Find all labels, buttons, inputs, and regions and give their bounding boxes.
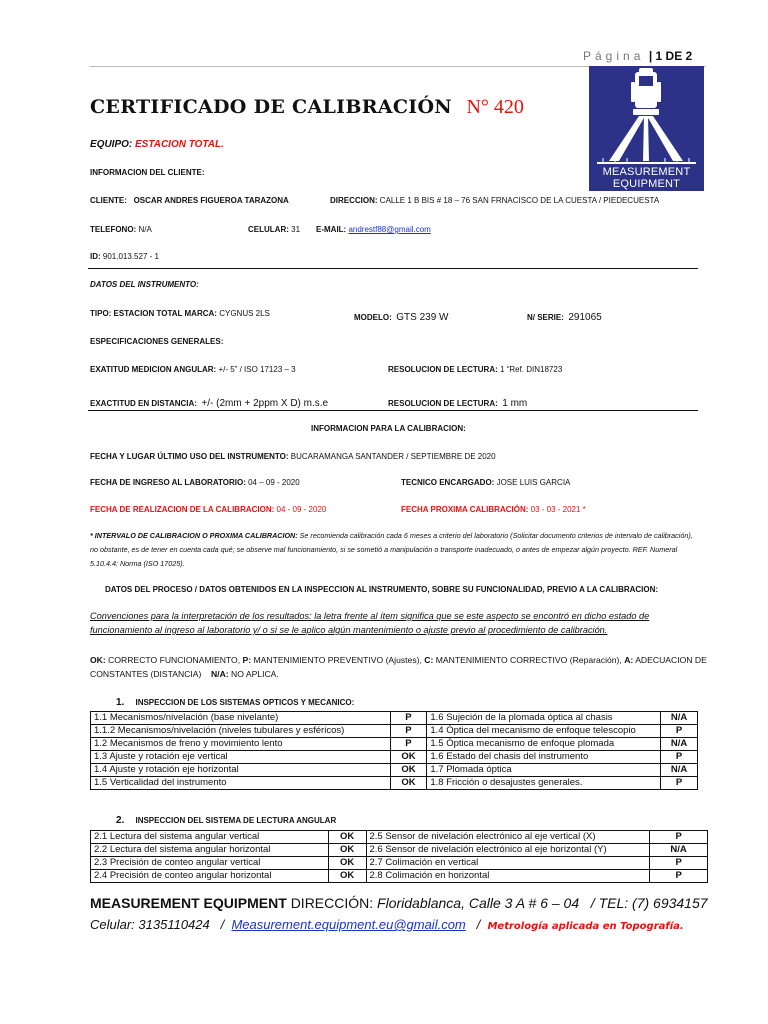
table-row <box>91 712 698 725</box>
address-value: CALLE 1 B BIS # 18 – 76 SAN FRNACISCO DE LA CUESTA / PIEDECUESTA <box>379 196 660 205</box>
status-legend <box>90 653 710 681</box>
email-link[interactable]: andrestf88@gmail.com <box>348 225 431 234</box>
legend-text-c: MANTENIMIENTO CORRECTIVO (Reparación), <box>435 655 622 665</box>
angular-accuracy-row <box>90 365 296 374</box>
item-label: 1.4 Ajuste y rotación eje horizontal <box>91 764 391 777</box>
technician-value: JOSE LUIS GARCIA <box>496 478 571 487</box>
item-status: P <box>650 870 708 883</box>
item-label: 1.1.2 Mecanismos/nivelación (niveles tubulares y esféricos) <box>91 725 391 738</box>
calibration-date-label: FECHA DE REALIZACION DE LA CALIBRACION: <box>90 505 275 514</box>
id-value: 901.013.527 - 1 <box>102 252 159 261</box>
calibration-section-title: INFORMACION PARA LA CALIBRACION: <box>311 424 466 433</box>
section-2-title <box>116 815 336 826</box>
address-row <box>330 196 659 205</box>
next-calibration-label: FECHA PROXIMA CALIBRACIÓN: <box>401 505 529 514</box>
section-2-number: 2. <box>116 815 125 826</box>
next-calibration-value: 03 - 03 - 2021 * <box>530 505 586 514</box>
id-label: ID: <box>90 252 101 261</box>
section-1-label: INSPECCION DE LOS SISTEMAS OPTICOS Y MECANICO: <box>135 698 355 707</box>
footer-sep-2: / <box>476 917 481 932</box>
title-text: CERTIFICADO DE CALIBRACIÓN <box>90 96 452 118</box>
client-row <box>90 196 289 205</box>
item-label: 2.4 Precisión de conteo angular horizontal <box>91 870 329 883</box>
item-status: P <box>390 712 427 725</box>
footer-email-link[interactable]: Measurement.equipment.eu@gmail.com <box>231 917 466 932</box>
item-label: 1.4 Óptica del mecanismo de enfoque telescopio <box>427 725 661 738</box>
specs-section-title: ESPECIFICACIONES GENERALES: <box>90 337 224 346</box>
footer-contact-line <box>90 917 684 932</box>
item-label: 1.7 Plomada óptica <box>427 764 661 777</box>
client-label: CLIENTE: <box>90 196 127 205</box>
item-label: 2.3 Precisión de conteo angular vertical <box>91 857 329 870</box>
equipment-label: EQUIPO: <box>90 139 133 150</box>
item-label: 1.6 Sujeción de la plomada óptica al chasis <box>427 712 661 725</box>
model-value: GTS 239 W <box>396 312 449 323</box>
equipment-value: ESTACION TOTAL. <box>135 139 224 150</box>
calibration-date-row <box>90 505 326 514</box>
phone-row <box>90 225 152 234</box>
certificate-number: N° 420 <box>466 96 524 118</box>
calibration-interval-note <box>90 529 702 571</box>
note-label: * INTERVALO DE CALIBRACION O PROXIMA CALIBRACION: <box>90 531 298 540</box>
model-label: MODELO: <box>354 313 392 322</box>
type-row <box>90 309 270 318</box>
item-status: OK <box>328 844 366 857</box>
next-calibration-row <box>401 505 586 514</box>
table-row <box>91 738 698 751</box>
last-use-label: FECHA Y LUGAR ÚLTIMO USO DEL INSTRUMENTO: <box>90 452 289 461</box>
legend-code-ok: OK: <box>90 655 106 665</box>
serial-row <box>527 307 602 325</box>
section-1-number: 1. <box>116 697 125 708</box>
footer-phone: / TEL: (7) 6934157 <box>590 895 708 911</box>
item-label: 1.1 Mecanismos/nivelación (base nivelante) <box>91 712 391 725</box>
legend-code-p: P: <box>242 655 252 665</box>
table-row <box>91 831 708 844</box>
client-rule <box>88 268 698 269</box>
item-label: 2.8 Colimación en horizontal <box>366 870 650 883</box>
reading-resolution-label: RESOLUCION DE LECTURA: <box>388 365 498 374</box>
logo-line-1: MEASUREMENT <box>602 166 691 178</box>
angular-accuracy-label: EXATITUD MEDICION ANGULAR: <box>90 365 217 374</box>
instrument-rule <box>88 410 698 411</box>
page-indicator <box>583 47 692 65</box>
footer-company: MEASUREMENT EQUIPMENT <box>90 895 287 911</box>
item-status: N/A <box>661 764 698 777</box>
address-label: DIRECCION: <box>330 196 378 205</box>
item-status: OK <box>390 764 427 777</box>
serial-label: N/ SERIE: <box>527 313 564 322</box>
email-label: E-MAIL: <box>316 225 347 234</box>
item-status: N/A <box>661 712 698 725</box>
item-label: 2.2 Lectura del sistema angular horizontal <box>91 844 329 857</box>
legend-text-p: MANTENIMIENTO PREVENTIVO (Ajustes), <box>253 655 422 665</box>
angular-reading-table <box>90 830 708 883</box>
footer-cell: Celular: 3135110424 <box>90 917 210 932</box>
phone-value: N/A <box>138 225 152 234</box>
reading-resolution-value: 1 “Ref. DIN18723 <box>500 365 563 374</box>
distance-resolution-label: RESOLUCION DE LECTURA: <box>388 399 498 408</box>
client-section-title: INFORMACION DEL CLIENTE: <box>90 168 205 177</box>
page-label: Página <box>583 49 645 63</box>
item-label: 1.3 Ajuste y rotación eje vertical <box>91 751 391 764</box>
distance-accuracy-value: +/- (2mm + 2ppm X D) m.s.e <box>201 398 329 409</box>
table-row <box>91 751 698 764</box>
distance-resolution-value: 1 mm <box>502 398 528 409</box>
optical-mechanical-table <box>90 711 698 790</box>
item-status: OK <box>390 777 427 790</box>
id-row <box>90 252 159 261</box>
legend-text-na: NO APLICA. <box>231 669 279 679</box>
item-status: P <box>661 751 698 764</box>
email-row <box>316 225 457 234</box>
distance-accuracy-label: EXACTITUD EN DISTANCIA: <box>90 399 197 408</box>
document-title <box>90 96 524 119</box>
table-row <box>91 857 708 870</box>
instrument-section-title: DATOS DEL INSTRUMENTO: <box>90 280 199 289</box>
process-heading: DATOS DEL PROCESO / DATOS OBTENIDOS EN LA INSPECCION AL INSTRUMENTO, SOBRE SU FUNCIONALIDAD, PREVIO A LA CALIBRACION: <box>105 585 659 594</box>
phone-label: TELEFONO: <box>90 225 137 234</box>
item-status: P <box>650 857 708 870</box>
item-status: OK <box>328 831 366 844</box>
table-row <box>91 870 708 883</box>
cell-row <box>248 225 300 234</box>
legend-code-c: C: <box>424 655 434 665</box>
logo-line-2: EQUIPMENT <box>612 178 681 190</box>
technician-label: TECNICO ENCARGADO: <box>401 478 495 487</box>
legend-text-ok: CORRECTO FUNCIONAMIENTO, <box>108 655 241 665</box>
item-label: 2.6 Sensor de nivelación electrónico al eje horizontal (Y) <box>366 844 650 857</box>
item-label: 2.5 Sensor de nivelación electrónico al eje vertical (X) <box>366 831 650 844</box>
cell-label: CELULAR: <box>248 225 289 234</box>
item-label: 2.1 Lectura del sistema angular vertical <box>91 831 329 844</box>
distance-resolution-row <box>388 393 527 411</box>
table-row <box>91 764 698 777</box>
intake-date-value: 04 – 09 - 2020 <box>248 478 300 487</box>
item-status: OK <box>328 857 366 870</box>
calibration-date-value: 04 - 09 - 2020 <box>276 505 327 514</box>
footer-address: Floridablanca, Calle 3 A # 6 – 04 <box>377 895 580 911</box>
footer-sep-1: / <box>220 917 225 932</box>
item-label: 1.8 Fricción o desajustes generales. <box>427 777 661 790</box>
item-status: N/A <box>661 738 698 751</box>
item-label: 1.5 Óptica mecanismo de enfoque plomada <box>427 738 661 751</box>
page-number: | 1 DE 2 <box>648 49 693 63</box>
model-row <box>354 307 448 325</box>
item-status: P <box>661 725 698 738</box>
item-status: P <box>390 738 427 751</box>
item-label: 1.6 Estado del chasis del instrumento <box>427 751 661 764</box>
table-row <box>91 777 698 790</box>
item-status: OK <box>390 751 427 764</box>
angular-accuracy-value: +/- 5” / ISO 17123 – 3 <box>218 365 296 374</box>
section-2-label: INSPECCION DEL SISTEMA DE LECTURA ANGULAR <box>135 816 337 825</box>
table-row <box>91 725 698 738</box>
serial-value: 291065 <box>568 312 602 323</box>
item-status: P <box>661 777 698 790</box>
item-label: 2.7 Colimación en vertical <box>366 857 650 870</box>
item-label: 1.5 Verticalidad del instrumento <box>91 777 391 790</box>
legend-text-a: ADECUACION DE CONSTANTES (DISTANCIA) <box>90 655 707 679</box>
distance-accuracy-row <box>90 393 328 411</box>
section-1-title <box>116 697 354 708</box>
last-use-row <box>90 452 496 461</box>
type-label: TIPO: ESTACION TOTAL MARCA: <box>90 309 217 318</box>
item-status: P <box>650 831 708 844</box>
footer-address-line <box>90 895 708 911</box>
table-row <box>91 844 708 857</box>
client-value: OSCAR ANDRES FIGUEROA TARAZONA <box>133 196 289 205</box>
item-label: 1.2 Mecanismos de freno y movimiento lento <box>91 738 391 751</box>
footer-dir-label: DIRECCIÓN: <box>290 895 374 911</box>
item-status: OK <box>328 870 366 883</box>
item-status: N/A <box>650 844 708 857</box>
note-text: Se recomienda calibración cada 6 meses a criterio del laboratorio (Solicitar documento criterios de intervalo de calibración), no obstante, es de tener en cuenta cada qué; se observe mal funcionamiento, si se sometió a manipulación o transporte inadecuado, o antes de empezar algún proyecto. REF. Numeral 5.10.4.4: Norma (ISO 17025). <box>90 531 693 568</box>
type-value: CYGNUS 2LS <box>219 309 270 318</box>
last-use-value: BUCARAMANGA SANTANDER / SEPTIEMBRE DE 2020 <box>290 452 496 461</box>
technician-row <box>401 478 570 487</box>
intake-date-row <box>90 478 300 487</box>
intake-date-label: FECHA DE INGRESO AL LABORATORIO: <box>90 478 246 487</box>
company-logo <box>589 66 704 191</box>
item-status: P <box>390 725 427 738</box>
conventions-text: Convenciones para la interpretación de los resultados: la letra frente al ítem significa que se este aspecto se encontró en dicho estado de funcionamiento al ingreso al laboratorio y/ o si se le aplico algún mantenimiento o ajuste previo al procedimiento de calibración. <box>90 611 650 635</box>
cell-value: 31 <box>291 225 301 234</box>
legend-code-na: N/A: <box>210 669 229 679</box>
equipment-line <box>90 139 224 150</box>
reading-resolution-row <box>388 365 562 374</box>
legend-code-a: A: <box>624 655 634 665</box>
footer-slogan: Metrología aplicada en Topografía. <box>487 921 684 932</box>
